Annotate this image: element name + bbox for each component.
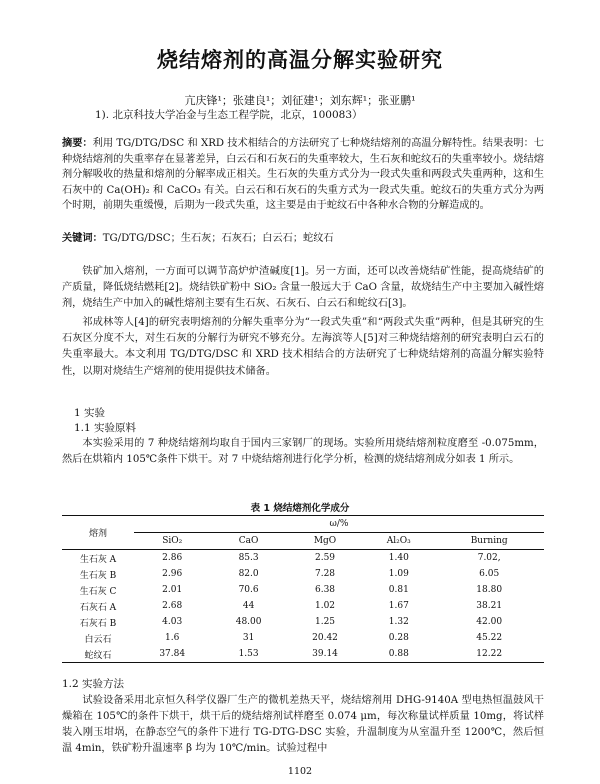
row-label: 生石灰 B	[79, 570, 117, 581]
table-cell: 31	[242, 633, 255, 643]
method-text	[62, 693, 544, 757]
column-header: Burning	[434, 533, 544, 550]
column-header: CaO	[210, 533, 286, 550]
affiliation: 1). 北京科技大学冶金与生态工程学院，北京，100083）	[95, 109, 363, 121]
row-label: 石灰石 A	[79, 602, 117, 613]
table-cell: 1.32	[388, 617, 409, 627]
table-caption: 表 1 烧结熔剂化学成分	[250, 503, 350, 514]
table-cell: 2.59	[314, 553, 336, 563]
subsection-heading: 1.2 实验方法	[62, 678, 125, 690]
table-row	[62, 550, 544, 567]
table-cell: 1.40	[388, 553, 409, 563]
abstract	[62, 136, 544, 214]
table-cell: 7.28	[314, 569, 336, 579]
table-cell: 6.38	[314, 585, 336, 595]
table-cell: 38.21	[476, 601, 503, 611]
body-paragraph: 本实验采用的 7 种烧结熔剂均取自于国内三家钢厂的现场。实验所用烧结熔剂粒度磨至 -0.075mm，然后在烘箱内 105℃条件下烘干。对 7 中烧结熔剂进行化学分析，检测的烧结熔剂成分如表 1 所示。	[62, 438, 544, 466]
table-cell: 1.02	[314, 601, 336, 611]
keywords-text: TG/DTG/DSC；生石灰；石灰石；白云石；蛇纹石	[102, 233, 334, 244]
table-cell: 7.02,	[477, 553, 501, 563]
row-label: 白云石	[84, 634, 112, 645]
abstract-label: 摘要：	[62, 138, 93, 149]
table-cell: 0.88	[363, 646, 434, 663]
section-heading: 1 实验	[74, 407, 106, 419]
table-row	[62, 598, 544, 614]
column-header: MgO	[287, 533, 363, 550]
table-cell: 1.53	[210, 646, 286, 663]
table-cell: 0.81	[388, 585, 409, 595]
table-cell: 37.84	[134, 646, 210, 663]
table-cell: 39.14	[287, 646, 363, 663]
row-label: 生石灰 C	[79, 586, 117, 597]
intro-paragraph: 铁矿加入熔剂，一方面可以调节高炉炉渣碱度[1]。另一方面，还可以改善烧结矿性能，提高烧结矿的产质量，降低烧结燃耗[2]。烧结铁矿粉中 SiO₂ 含量一般远大于 CaO 含量，故烧结生产中主要加入碱性熔剂，烧结生产中加入的碱性熔剂主要有生石灰、石灰石、白云石和蛇纹石[3]。	[62, 266, 544, 310]
row-label: 生石灰 A	[79, 554, 117, 565]
table-cell: 2.68	[162, 601, 183, 611]
table-row	[62, 630, 544, 646]
introduction	[62, 264, 544, 380]
column-header: Al₂O₃	[363, 533, 434, 550]
table-cell: 42.00	[476, 617, 503, 627]
materials-text	[62, 436, 544, 468]
keywords	[62, 229, 544, 244]
row-label: 石灰石 B	[79, 618, 117, 629]
author-list: 亢庆锋¹；张建良¹；刘征建¹；刘东辉¹；张亚鹏¹	[184, 94, 416, 107]
table-cell: 2.86	[162, 553, 183, 563]
composition-table	[62, 515, 544, 663]
table-cell: 6.05	[479, 569, 500, 579]
intro-paragraph: 祁成林等人[4]的研究表明熔剂的分解失重率分为“一段式失重”和“两段式失重”两种，但是其研究的生石灰区分度不大，对生石灰的分解行为研究不够充分。左海滨等人[5]对三种烧结熔剂的研究表明白云石的失重率最大。本文利用 TG/DTG/DSC 和 XRD 技术相结合的方法研究了七种烧结熔剂的高温分解实验特性，以期对烧结生产熔剂的使用提供技术储备。	[62, 317, 544, 377]
table-cell: 12.22	[434, 646, 544, 663]
table-cell: 0.28	[388, 633, 409, 643]
body-paragraph: 试验设备采用北京恒久科学仪器厂生产的微机差热天平，烧结熔剂用 DHG-9140A 型电热恒温鼓风干燥箱在 105℃的条件下烘干，烘干后的烧结熔剂试样磨至 0.074 μm，每次称量试样质量 10mg，将试样装入刚玉坩埚，在静态空气的条件下进行 TG-DTG-DSC 实验，升温制度为从室温升至 1200℃，然后恒温 4min，铁矿粉升温速率 β 均为 10℃/min。试验过程中	[62, 695, 544, 755]
table-cell: 1.09	[388, 569, 409, 579]
table-cell: 1.25	[314, 617, 336, 627]
table-row	[62, 566, 544, 582]
table-cell: 1.67	[388, 601, 409, 611]
table-cell: 2.01	[162, 585, 183, 595]
table-row-header: 熔剂	[62, 516, 134, 550]
table-cell: 18.80	[476, 585, 503, 595]
table-cell: 44	[242, 601, 255, 611]
table-cell: 1.6	[165, 633, 180, 643]
table-cell: 48.00	[235, 617, 262, 627]
keywords-label: 关键词：	[62, 233, 103, 244]
table-cell: 20.42	[312, 633, 338, 643]
subsection-heading: 1.1 实验原料	[74, 422, 137, 434]
table-cell: 85.3	[238, 553, 259, 563]
table-cell: 82.0	[238, 569, 259, 579]
page-number: 1102	[287, 766, 313, 777]
table-unit: ω/%	[134, 516, 544, 533]
paper-title: 烧结熔剂的高温分解实验研究	[157, 48, 443, 72]
table-cell: 4.03	[162, 617, 183, 627]
table-row	[62, 582, 544, 598]
abstract-text: 利用 TG/DTG/DSC 和 XRD 技术相结合的方法研究了七种烧结熔剂的高温分解特性。结果表明：七种烧结熔剂的失重率存在显著差异，白云石和石灰石的失重率较大，生石灰和蛇纹石的失重率较小。烧结熔剂分解吸收的热量和熔剂的分解率成正相关。生石灰的失重方式分为一段式失重和两段式失重两种，这和生石灰中的 Ca(OH)₂ 和 CaCO₃ 有关。白云石和石灰石的失重方式为一段式失重。蛇纹石的失重方式分为两个时期，前期失重缓慢，后期为一段式失重，这主要是由于蛇纹石中各种水合物的分解造成的。	[62, 138, 544, 212]
table-row	[62, 646, 544, 663]
row-label: 蛇纹石	[62, 646, 134, 663]
table-cell: 45.22	[476, 633, 503, 643]
table-row	[62, 614, 544, 630]
table-cell: 70.6	[238, 585, 259, 595]
column-header: SiO₂	[134, 533, 210, 550]
table-cell: 2.96	[162, 569, 183, 579]
